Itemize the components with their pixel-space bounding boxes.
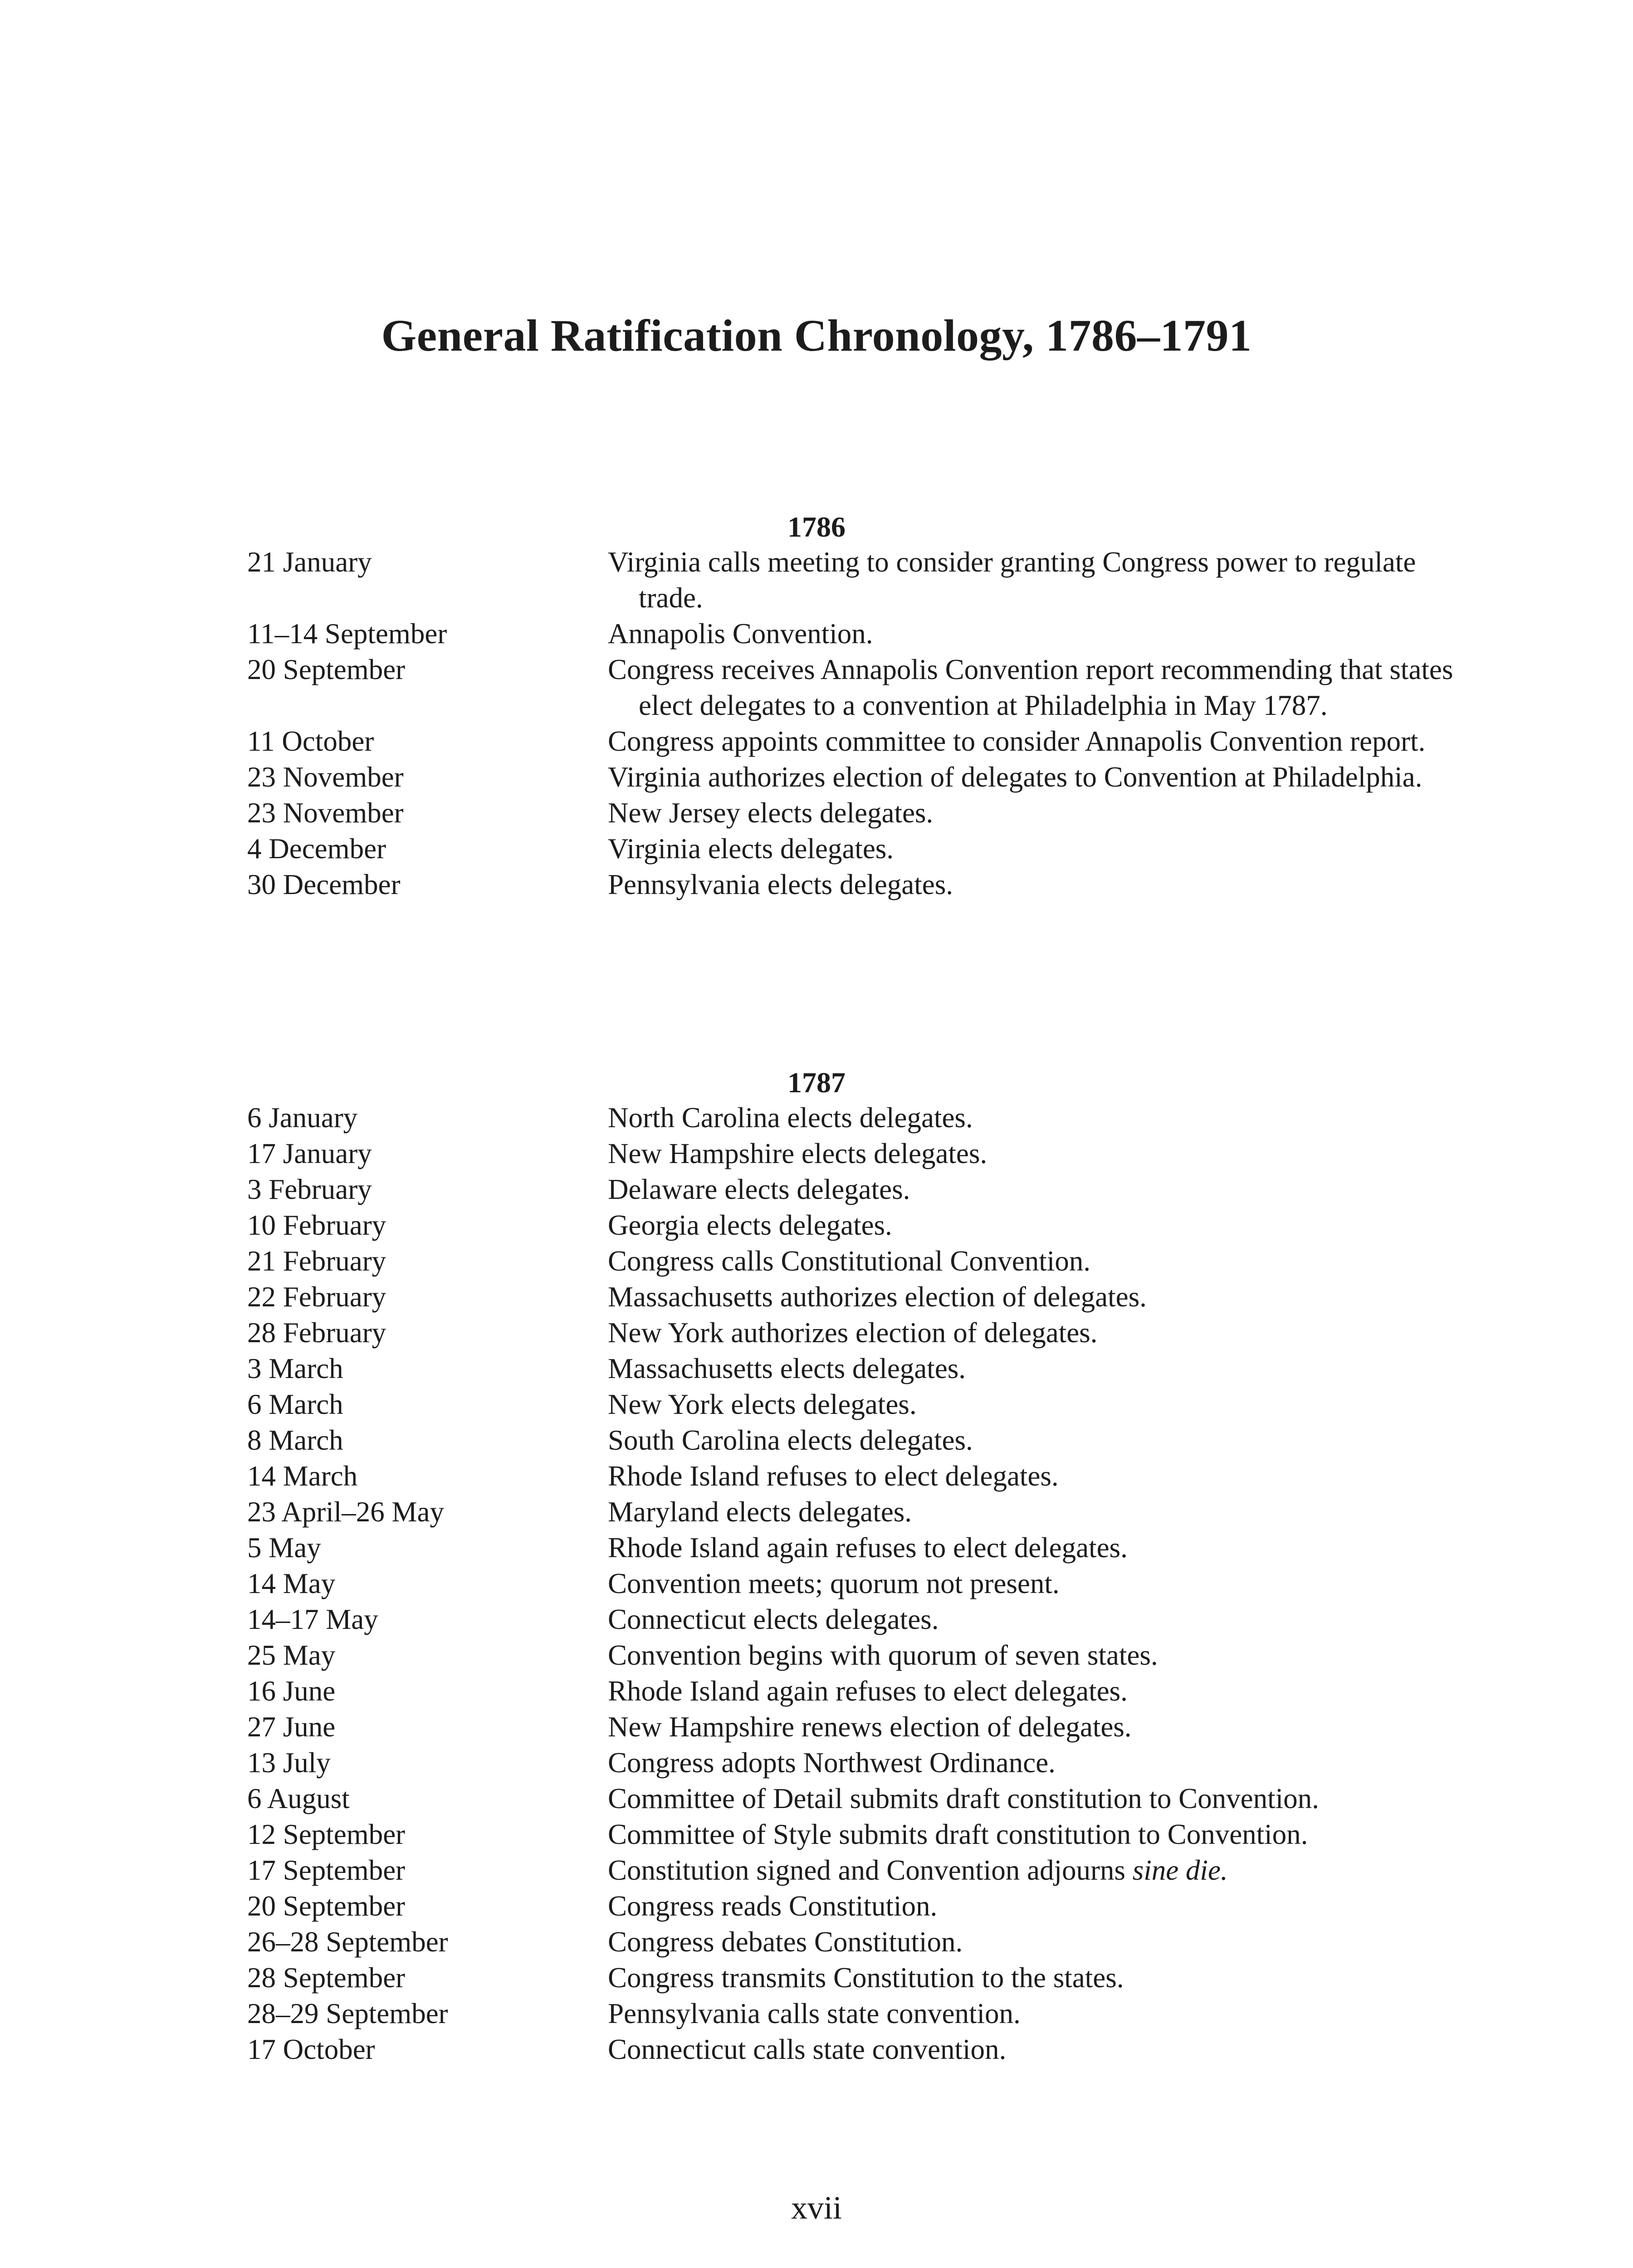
entry-event-text: Virginia calls meeting to consider granting Congress power to regulate trade.: [608, 546, 1416, 614]
chronology-entry: [247, 1422, 1463, 1458]
chronology-entry: [247, 1387, 1463, 1422]
entry-event-text: North Carolina elects delegates.: [608, 1102, 973, 1134]
entry-date: 26–28 September: [247, 1926, 448, 1958]
chronology-entry: [247, 1243, 1463, 1279]
entry-event: [608, 1888, 1463, 1924]
entry-date: 21 February: [247, 1245, 386, 1277]
entry-date: 23 April–26 May: [247, 1496, 444, 1528]
entry-event: [608, 1817, 1463, 1853]
chronology-entry: [247, 723, 1463, 759]
entry-event: [608, 1207, 1463, 1243]
entry-date: 27 June: [247, 1711, 336, 1743]
entry-date: 25 May: [247, 1639, 336, 1671]
chronology-entry: [247, 1817, 1463, 1853]
entry-event: [608, 1243, 1463, 1279]
entry-event-text: Congress receives Annapolis Convention report recommending that states elect delegates to a convention at Philadelphia in May 1787.: [608, 654, 1453, 721]
entry-date: 21 January: [247, 546, 372, 578]
entry-event-italic-text: sine die.: [1132, 1854, 1228, 1886]
entry-date: 28 September: [247, 1962, 406, 1994]
entry-event: [608, 1100, 1463, 1136]
entry-event-text: Rhode Island again refuses to elect delegates.: [608, 1675, 1128, 1707]
chronology-entry: [247, 616, 1463, 652]
entry-event: [608, 1924, 1463, 1960]
entry-date: 14 March: [247, 1460, 358, 1492]
chronology-entry: [247, 1494, 1463, 1530]
entry-event-text: Georgia elects delegates.: [608, 1209, 892, 1241]
entry-event: [608, 1996, 1463, 2032]
entry-event-text: Delaware elects delegates.: [608, 1173, 910, 1205]
entry-event: [608, 2032, 1463, 2068]
entry-event: [608, 1136, 1463, 1172]
chronology-entry: [247, 2032, 1463, 2068]
entry-event-text: Massachusetts authorizes election of delegates.: [608, 1281, 1147, 1313]
entry-event: [608, 759, 1463, 795]
entry-date: 8 March: [247, 1424, 343, 1456]
entry-event-text: New Jersey elects delegates.: [608, 797, 934, 829]
entry-event-text: Pennsylvania elects delegates.: [608, 869, 953, 900]
entry-date: 5 May: [247, 1532, 321, 1564]
chronology-entry: [247, 1709, 1463, 1745]
chronology-entry: [247, 1458, 1463, 1494]
entry-date: 10 February: [247, 1209, 386, 1241]
entry-date: 28–29 September: [247, 1998, 448, 2029]
entry-event: [608, 1315, 1463, 1351]
entry-date: 30 December: [247, 869, 401, 900]
entry-date: 3 March: [247, 1353, 343, 1384]
entry-event-text: Congress calls Constitutional Convention.: [608, 1245, 1090, 1277]
entry-event: [608, 1637, 1463, 1673]
entry-event: [608, 1566, 1463, 1602]
entry-event-text: Massachusetts elects delegates.: [608, 1353, 966, 1384]
entry-event-text: Rhode Island refuses to elect delegates.: [608, 1460, 1059, 1492]
chronology-entry: [247, 1351, 1463, 1387]
entry-date: 23 November: [247, 761, 404, 793]
entry-date: 6 January: [247, 1102, 358, 1134]
chronology-entry: [247, 1279, 1463, 1315]
chronology-section-1786: [247, 544, 1463, 903]
entry-date: 16 June: [247, 1675, 336, 1707]
entry-event-text: New York elects delegates.: [608, 1388, 917, 1420]
entry-event: [608, 652, 1463, 723]
chronology-entry: [247, 1745, 1463, 1781]
entry-date: 11 October: [247, 725, 374, 757]
chronology-entry: [247, 1207, 1463, 1243]
entry-date: 28 February: [247, 1317, 386, 1349]
entry-event-text: Virginia elects delegates.: [608, 833, 894, 865]
chronology-entry: [247, 1888, 1463, 1924]
entry-event: [608, 867, 1463, 903]
entry-date: 17 January: [247, 1138, 372, 1169]
entry-date: 13 July: [247, 1747, 331, 1779]
entry-event: [608, 1387, 1463, 1422]
entry-date: 4 December: [247, 833, 386, 865]
chronology-entry: [247, 1853, 1463, 1888]
entry-event-text: Connecticut calls state convention.: [608, 2033, 1007, 2065]
entry-date: 20 September: [247, 654, 406, 685]
chronology-entry: [247, 759, 1463, 795]
entry-date: 6 March: [247, 1388, 343, 1420]
chronology-entry: [247, 1637, 1463, 1673]
chronology-entry: [247, 1996, 1463, 2032]
entry-event-text: New York authorizes election of delegates.: [608, 1317, 1098, 1349]
entry-event-text: Committee of Style submits draft constitution to Convention.: [608, 1818, 1308, 1850]
page-number: xvii: [791, 2190, 842, 2226]
entry-event-text: Congress adopts Northwest Ordinance.: [608, 1747, 1056, 1779]
entry-event: [608, 1422, 1463, 1458]
chronology-section-1787: [247, 1100, 1463, 2068]
entry-event: [608, 1853, 1463, 1888]
chronology-entry: [247, 867, 1463, 903]
entry-event-text: Convention begins with quorum of seven states.: [608, 1639, 1158, 1671]
entry-date: 3 February: [247, 1173, 372, 1205]
entry-event: [608, 1673, 1463, 1709]
entry-event: [608, 544, 1463, 616]
chronology-entry: [247, 1315, 1463, 1351]
entry-event-text: Maryland elects delegates.: [608, 1496, 912, 1528]
entry-event-text: Committee of Detail submits draft constitution to Convention.: [608, 1783, 1319, 1814]
entry-date: 20 September: [247, 1890, 406, 1922]
year-heading-1787: 1787: [787, 1066, 846, 1099]
entry-event: [608, 1709, 1463, 1745]
entry-event-text: Congress debates Constitution.: [608, 1926, 963, 1958]
entry-event-text: Pennsylvania calls state convention.: [608, 1998, 1021, 2029]
entry-event: [608, 1279, 1463, 1315]
chronology-entry: [247, 1136, 1463, 1172]
page-title: General Ratification Chronology, 1786–1791: [381, 310, 1252, 361]
entry-event-text: New Hampshire renews election of delegates.: [608, 1711, 1132, 1743]
entry-event: [608, 723, 1463, 759]
entry-event-text: South Carolina elects delegates.: [608, 1424, 973, 1456]
entry-event: [608, 1960, 1463, 1996]
entry-event: [608, 1458, 1463, 1494]
entry-event: [608, 831, 1463, 867]
entry-event-text: Congress appoints committee to consider Annapolis Convention report.: [608, 725, 1426, 757]
chronology-entry: [247, 831, 1463, 867]
entry-date: 11–14 September: [247, 618, 447, 650]
entry-event: [608, 1351, 1463, 1387]
entry-event: [608, 616, 1463, 652]
entry-event-text: Congress reads Constitution.: [608, 1890, 938, 1922]
entry-date: 17 September: [247, 1854, 406, 1886]
entry-event-text: Constitution signed and Convention adjourns: [608, 1854, 1133, 1886]
chronology-entry: [247, 1172, 1463, 1207]
chronology-entry: [247, 1781, 1463, 1817]
entry-event-text: Congress transmits Constitution to the states.: [608, 1962, 1124, 1994]
entry-event-text: Virginia authorizes election of delegates to Convention at Philadelphia.: [608, 761, 1423, 793]
entry-date: 12 September: [247, 1818, 406, 1850]
entry-event: [608, 795, 1463, 831]
entry-date: 17 October: [247, 2033, 375, 2065]
chronology-entry: [247, 1530, 1463, 1566]
entry-date: 6 August: [247, 1783, 350, 1814]
entry-date: 23 November: [247, 797, 404, 829]
entry-event-text: Annapolis Convention.: [608, 618, 873, 650]
entry-date: 14–17 May: [247, 1603, 378, 1635]
chronology-entry: [247, 1566, 1463, 1602]
entry-event-text: Rhode Island again refuses to elect delegates.: [608, 1532, 1128, 1564]
chronology-entry: [247, 1100, 1463, 1136]
entry-event: [608, 1781, 1463, 1817]
chronology-entry: [247, 1673, 1463, 1709]
chronology-entry: [247, 1960, 1463, 1996]
entry-event: [608, 1745, 1463, 1781]
entry-event: [608, 1530, 1463, 1566]
entry-event: [608, 1494, 1463, 1530]
entry-date: 22 February: [247, 1281, 386, 1313]
entry-event-text: Connecticut elects delegates.: [608, 1603, 939, 1635]
entry-event-text: Convention meets; quorum not present.: [608, 1568, 1060, 1599]
chronology-entry: [247, 1924, 1463, 1960]
year-heading-1786: 1786: [787, 511, 846, 543]
entry-event: [608, 1172, 1463, 1207]
entry-event: [608, 1602, 1463, 1637]
chronology-entry: [247, 652, 1463, 723]
chronology-entry: [247, 544, 1463, 616]
chronology-entry: [247, 795, 1463, 831]
chronology-entry: [247, 1602, 1463, 1637]
entry-date: 14 May: [247, 1568, 336, 1599]
entry-event-text: New Hampshire elects delegates.: [608, 1138, 988, 1169]
